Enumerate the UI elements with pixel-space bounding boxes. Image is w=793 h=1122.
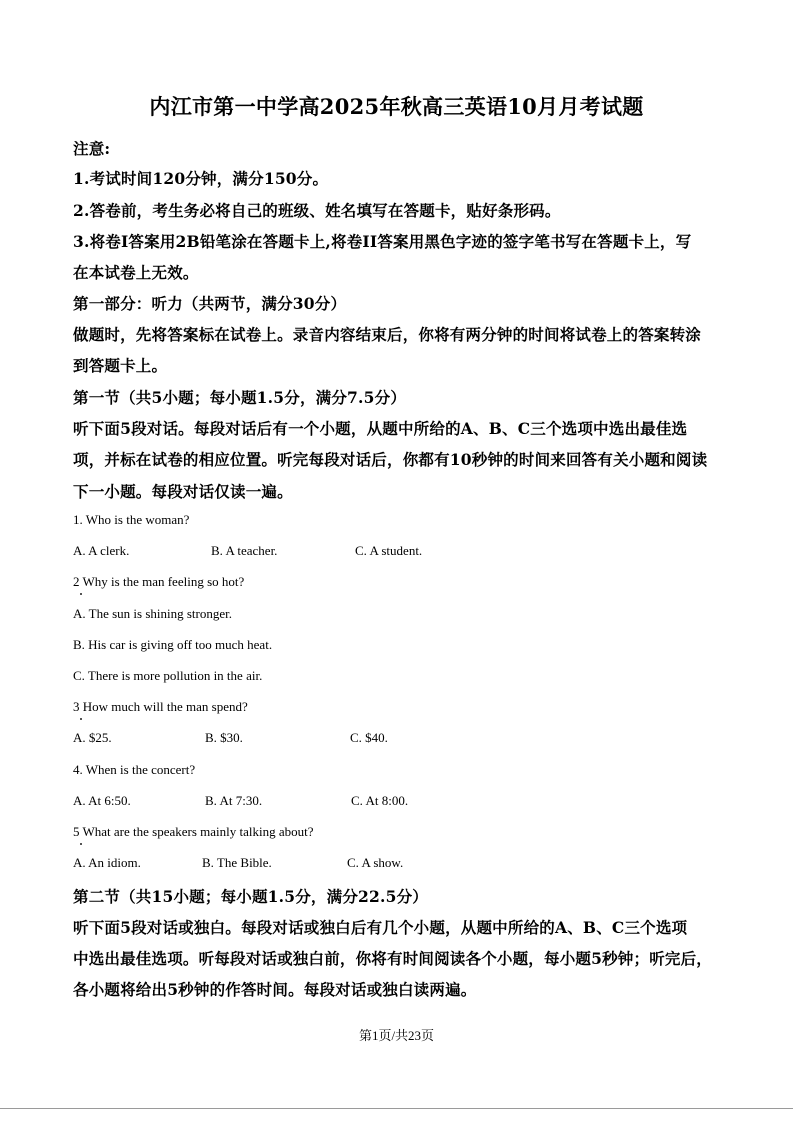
notice-heading: 注意: bbox=[73, 139, 111, 158]
option-row bbox=[73, 793, 713, 811]
section2-instruction: 听下面5段对话或独白。每段对话或独白后有几个小题，从题中所给的A、B、C三个选项 bbox=[73, 918, 688, 937]
section1-instruction: 项，并标在试卷的相应位置。听完每段对话后，你都有10秒钟的时间来回答有关小题和阅读 bbox=[73, 450, 708, 469]
option: C. There is more pollution in the air. bbox=[73, 668, 263, 683]
question-stem: 1. Who is the woman? bbox=[73, 512, 190, 527]
bottom-divider bbox=[0, 1108, 793, 1109]
part1-instruction: 做题时，先将答案标在试卷上。录音内容结束后，你将有两分钟的时间将试卷上的答案转涂 bbox=[73, 325, 702, 344]
notice-item: 1.考试时间120分钟，满分150分。 bbox=[73, 169, 329, 188]
option: C. At 8:00. bbox=[351, 793, 409, 808]
question-stem: 2 Why is the man feeling so hot? bbox=[73, 574, 245, 589]
part1-instruction: 到答题卡上。 bbox=[73, 356, 168, 375]
section2-instruction: 各小题将给出5秒钟的作答时间。每段对话或独白读两遍。 bbox=[73, 980, 477, 999]
section1-instruction: 听下面5段对话。每段对话后有一个小题，从题中所给的A、B、C三个选项中选出最佳选 bbox=[73, 419, 688, 438]
page-number: 第1页/共23页 bbox=[358, 1028, 435, 1043]
option-row bbox=[73, 543, 713, 561]
question-stem: 3 How much will the man spend? bbox=[73, 699, 248, 714]
option: A. At 6:50. bbox=[73, 793, 131, 808]
option: B. A teacher. bbox=[211, 543, 278, 558]
notice-item: 2.答卷前，考生务必将自己的班级、姓名填写在答题卡，贴好条形码。 bbox=[73, 201, 561, 220]
option: A. $25. bbox=[73, 730, 112, 745]
section1-heading: 第一节（共5小题；每小题1.5分，满分7.5分） bbox=[73, 388, 407, 407]
option: C. A student. bbox=[355, 543, 423, 558]
option: B. $30. bbox=[205, 730, 243, 745]
option: C. A show. bbox=[347, 855, 404, 870]
option: B. His car is giving off too much heat. bbox=[73, 637, 273, 652]
section2-instruction: 中选出最佳选项。听每段对话或独白前，你将有时间阅读各个小题，每小题5秒钟；听完后， bbox=[73, 949, 712, 968]
section1-instruction: 下一小题。每段对话仅读一遍。 bbox=[73, 482, 293, 501]
option: B. At 7:30. bbox=[205, 793, 263, 808]
option-row bbox=[73, 855, 713, 873]
section2-heading: 第二节（共15小题；每小题1.5分，满分22.5分） bbox=[73, 887, 428, 906]
artifact-dot bbox=[80, 718, 82, 720]
option: A. An idiom. bbox=[73, 855, 141, 870]
question-stem: 4. When is the concert? bbox=[73, 762, 196, 777]
exam-title: 内江市第一中学高2025年秋高三英语10月月考试题 bbox=[149, 94, 644, 119]
option: B. The Bible. bbox=[202, 855, 272, 870]
option: C. $40. bbox=[350, 730, 388, 745]
part1-heading: 第一部分：听力（共两节，满分30分） bbox=[73, 294, 347, 313]
notice-item: 3.将卷I答案用2B铅笔涂在答题卡上,将卷II答案用黑色字迹的签字笔书写在答题卡上，写 bbox=[73, 232, 692, 251]
option: A. The sun is shining stronger. bbox=[73, 606, 233, 621]
option: A. A clerk. bbox=[73, 543, 130, 558]
option-row bbox=[73, 730, 713, 748]
artifact-dot bbox=[80, 843, 82, 845]
notice-item: 在本试卷上无效。 bbox=[73, 263, 199, 282]
question-stem: 5 What are the speakers mainly talking about? bbox=[73, 824, 314, 839]
artifact-dot bbox=[80, 593, 82, 595]
